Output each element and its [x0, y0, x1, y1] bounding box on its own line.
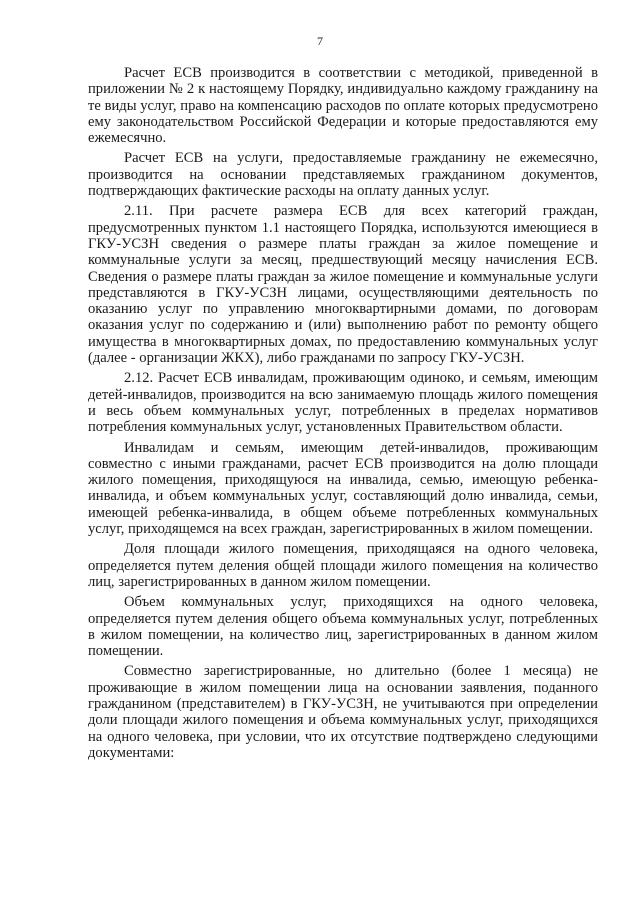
paragraph: Совместно зарегистрированные, но длительно (более 1 месяца) не проживающие в жилом помещении лица на основании заявления, поданного гражданином (представителем) в ГКУ-УСЗН, не учитываются при определении доли площади жилого помещения и объема коммунальных услуг, приходящихся на одного человека, при условии, что их отсутствие подтверждено следующими документами:	[88, 663, 598, 761]
paragraph: Инвалидам и семьям, имеющим детей-инвалидов, проживающим совместно с иными гражданами, расчет ЕСВ производится на долю площади жилого помещения, приходящуюся на инвалида, семью, имеющую ребенка-инвалида, и объем коммунальных услуг, составляющий долю инвалида, семьи, имеющей ребенка-инвалида, в общем объеме потребленных коммунальных услуг, приходящемся на всех граждан, зарегистрированных в жилом помещении.	[88, 439, 598, 538]
paragraph: Объем коммунальных услуг, приходящихся на одного человека, определяется путем деления общего объема коммунальных услуг, потребленных в жилом помещении, на количество лиц, зарегистрированных в данном жилом помещении.	[88, 594, 598, 660]
document-body	[88, 65, 598, 765]
paragraph: Расчет ЕСВ на услуги, предоставляемые гражданину не ежемесячно, производится на основании представляемых гражданином документов, подтверждающих фактические расходы на оплату данных услуг.	[88, 150, 598, 200]
paragraph: Доля площади жилого помещения, приходящаяся на одного человека, определяется путем деления общей площади жилого помещения на количество лиц, зарегистрированных в данном жилом помещении.	[88, 541, 598, 590]
paragraph: 2.11. При расчете размера ЕСВ для всех категорий граждан, предусмотренных пунктом 1.1 настоящего Порядка, используются имеющиеся в ГКУ-УСЗН сведения о размере платы граждан за жилое помещение и коммунальные услуги за месяц, предшествующий месяцу начисления ЕСВ. Сведения о размере платы граждан за жилое помещение и коммунальные услуги представляются в ГКУ-УСЗН лицами, осуществляющими деятельность по оказанию услуг по управлению многоквартирными домами, по договорам оказания услуг по содержанию и (или) выполнению работ по ремонту общего имущества в многоквартирных домах, по предоставлению коммунальных услуг (далее - организации ЖКХ), либо гражданами по запросу ГКУ-УСЗН.	[88, 203, 598, 367]
paragraph: Расчет ЕСВ производится в соответствии с методикой, приведенной в приложении № 2 к настоящему Порядку, индивидуально каждому гражданину на те виды услуг, право на компенсацию расходов по оплате которых предусмотрено ему законодательством Российской Федерации и которые предоставляются ему ежемесячно.	[88, 65, 598, 147]
paragraph: 2.12. Расчет ЕСВ инвалидам, проживающим одиноко, и семьям, имеющим детей-инвалидов, производится на всю занимаемую площадь жилого помещения и весь объем коммунальных услуг, потребленных в пределах нормативов потребления коммунальных услуг, установленных Правительством области.	[88, 370, 598, 436]
page-number: 7	[317, 34, 323, 48]
